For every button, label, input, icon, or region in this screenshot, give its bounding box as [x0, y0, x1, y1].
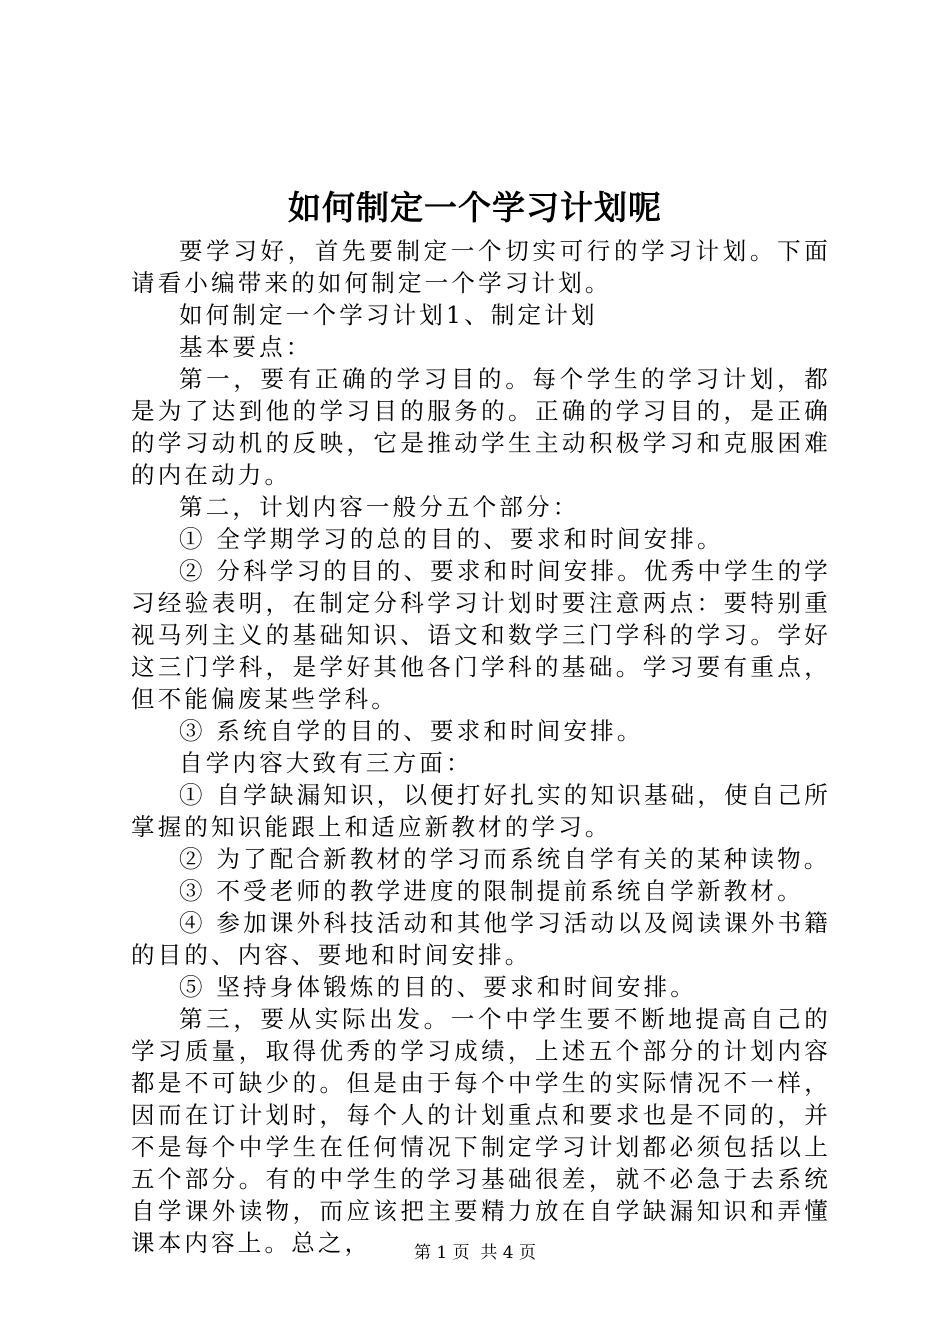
- paragraph-item-4: ④ 参加课外科技活动和其他学习活动以及阅读课外书籍的目的、内容、要地和时间安排。: [131, 909, 831, 969]
- paragraph-sub-item-3: ③ 不受老师的教学进度的限制提前系统自学新教材。: [179, 877, 804, 905]
- document-title: 如何制定一个学习计划呢: [288, 188, 662, 227]
- page-number-footer: 第 1 页 共 4 页: [413, 1243, 537, 1263]
- paragraph-sub-item-1: ① 自学缺漏知识，以便打好扎实的知识基础，使自己所掌握的知识能跟上和适应新教材的学习。: [131, 781, 831, 841]
- paragraph-intro: 要学习好，首先要制定一个切实可行的学习计划。下面请看小编带来的如何制定一个学习计划。: [131, 237, 831, 297]
- paragraph-self-study: 自学内容大致有三方面：: [179, 749, 473, 777]
- paragraph-sub-item-2: ② 为了配合新教材的学习而系统自学有关的某种读物。: [179, 845, 831, 873]
- paragraph-basic-points: 基本要点：: [179, 333, 313, 361]
- paragraph-item-2: ② 分科学习的目的、要求和时间安排。优秀中学生的学习经验表明，在制定分科学习计划时要注意两点：要特别重视马列主义的基础知识、语文和数学三门学科的学习。学好这三门学科，是学好其他各门学科的基础。学习要有重点，但不能偏废某些学科。: [131, 557, 831, 713]
- paragraph-item-3: ③ 系统自学的目的、要求和时间安排。: [179, 717, 644, 745]
- paragraph-point-two: 第二，计划内容一般分五个部分：: [179, 493, 580, 521]
- document-body: [131, 235, 831, 1259]
- paragraph-item-5: ⑤ 坚持身体锻炼的目的、要求和时间安排。: [179, 973, 697, 1001]
- paragraph-point-three: 第三，要从实际出发。一个中学生要不断地提高自己的学习质量，取得优秀的学习成绩，上述五个部分的计划内容都是不可缺少的。但是由于每个中学生的实际情况不一样，因而在订计划时，每个人的计划重点和要求也是不同的，并不是每个中学生在任何情况下制定学习计划都必须包括以上五个部分。有的中学生的学习基础很差，就不必急于去系统自学课外读物，而应该把主要精力放在自学缺漏知识和弄懂课本内容上。总之，: [131, 1005, 831, 1257]
- paragraph-item-1: ① 全学期学习的总的目的、要求和时间安排。: [179, 525, 724, 553]
- paragraph-heading-plan: 如何制定一个学习计划1、制定计划: [179, 301, 598, 329]
- paragraph-point-one: 第一，要有正确的学习目的。每个学生的学习计划，都是为了达到他的学习目的服务的。正确的学习目的，是正确的学习动机的反映，它是推动学生主动积极学习和克服困难的内在动力。: [131, 365, 831, 489]
